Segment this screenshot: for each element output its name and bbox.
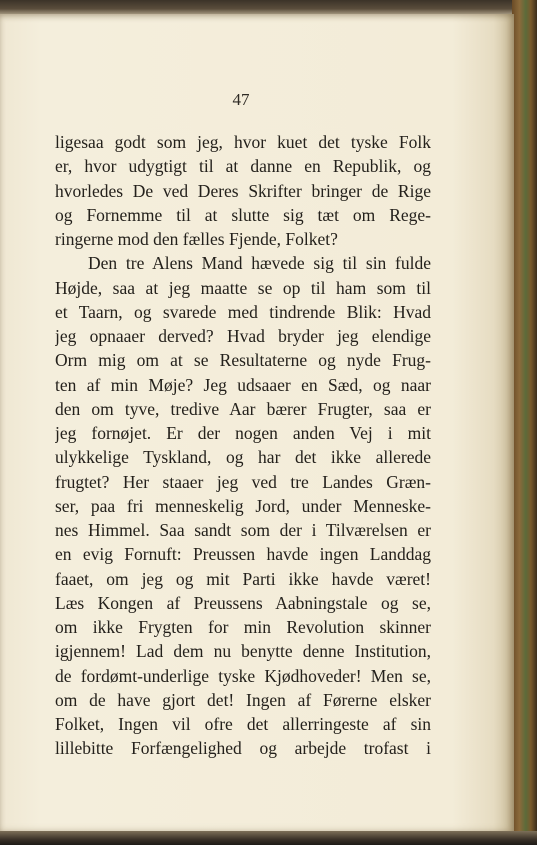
text-line: ten af min Møje? Jeg udsaaer en Sæd, og naar (55, 374, 431, 395)
text-line: Folket, Ingen vil ofre det allerringeste af sin (55, 714, 431, 734)
text-line: en evig Fornuft: Preussen havde ingen Landdag (55, 544, 431, 565)
book-bottom-edge (0, 831, 537, 845)
text-line: den om tyve, tredive Aar bærer Frugter, saa er (55, 398, 431, 419)
text-line: Læs Kongen af Preussens Aabningstale og se, (55, 592, 431, 613)
text-line: jeg fornøjet. Er der nogen anden Vej i mit (55, 423, 431, 443)
text-line: er, hvor udygtigt til at danne en Republik, og (55, 156, 431, 177)
text-line: ligesaa godt som jeg, hvor kuet det tyske Folk (55, 132, 431, 152)
text-line: hvorledes De ved Deres Skrifter bringer de Rige (55, 180, 431, 201)
text-line: ringerne mod den fælles Fjende, Folket? (55, 229, 338, 249)
text-line: ulykkelige Tyskland, og har det ikke allerede (55, 447, 431, 468)
text-line: jeg opnaaer derved? Hvad bryder jeg elendige (55, 326, 431, 346)
book-spine (512, 0, 537, 845)
body-text (55, 130, 431, 761)
text-line: nes Himmel. Saa sandt som der i Tilværelsen er (55, 520, 431, 540)
text-line: faaet, om jeg og mit Parti ikke havde været! (55, 568, 431, 589)
text-line: igjennem! Lad dem nu benytte denne Institution, (55, 641, 431, 662)
text-line: Den tre Alens Mand hævede sig til sin fulde (88, 253, 431, 274)
text-line: de fordømt-underlige tyske Kjødhoveder! Men se, (55, 665, 431, 686)
text-line: og Fornemme til at slutte sig tæt om Rege- (55, 204, 431, 225)
text-line: frugtet? Her staaer jeg ved tre Landes Græn- (55, 471, 431, 492)
page-number: 47 (232, 90, 250, 109)
text-line: Højde, saa at jeg maatte se op til ham som til (55, 277, 431, 298)
text-line: et Taarn, og svarede med tindrende Blik: Hvad (55, 301, 431, 322)
text-line: lillebitte Forfængelighed og arbejde trofast i (55, 738, 431, 759)
text-line: om de have gjort det! Ingen af Førerne elsker (55, 689, 431, 710)
text-line: ser, paa fri menneskelig Jord, under Menneske- (55, 495, 431, 516)
text-line: om ikke Frygten for min Revolution skinner (55, 617, 431, 637)
text-line: Orm mig om at se Resultaterne og nyde Frug- (55, 350, 431, 371)
book-page (0, 14, 514, 832)
